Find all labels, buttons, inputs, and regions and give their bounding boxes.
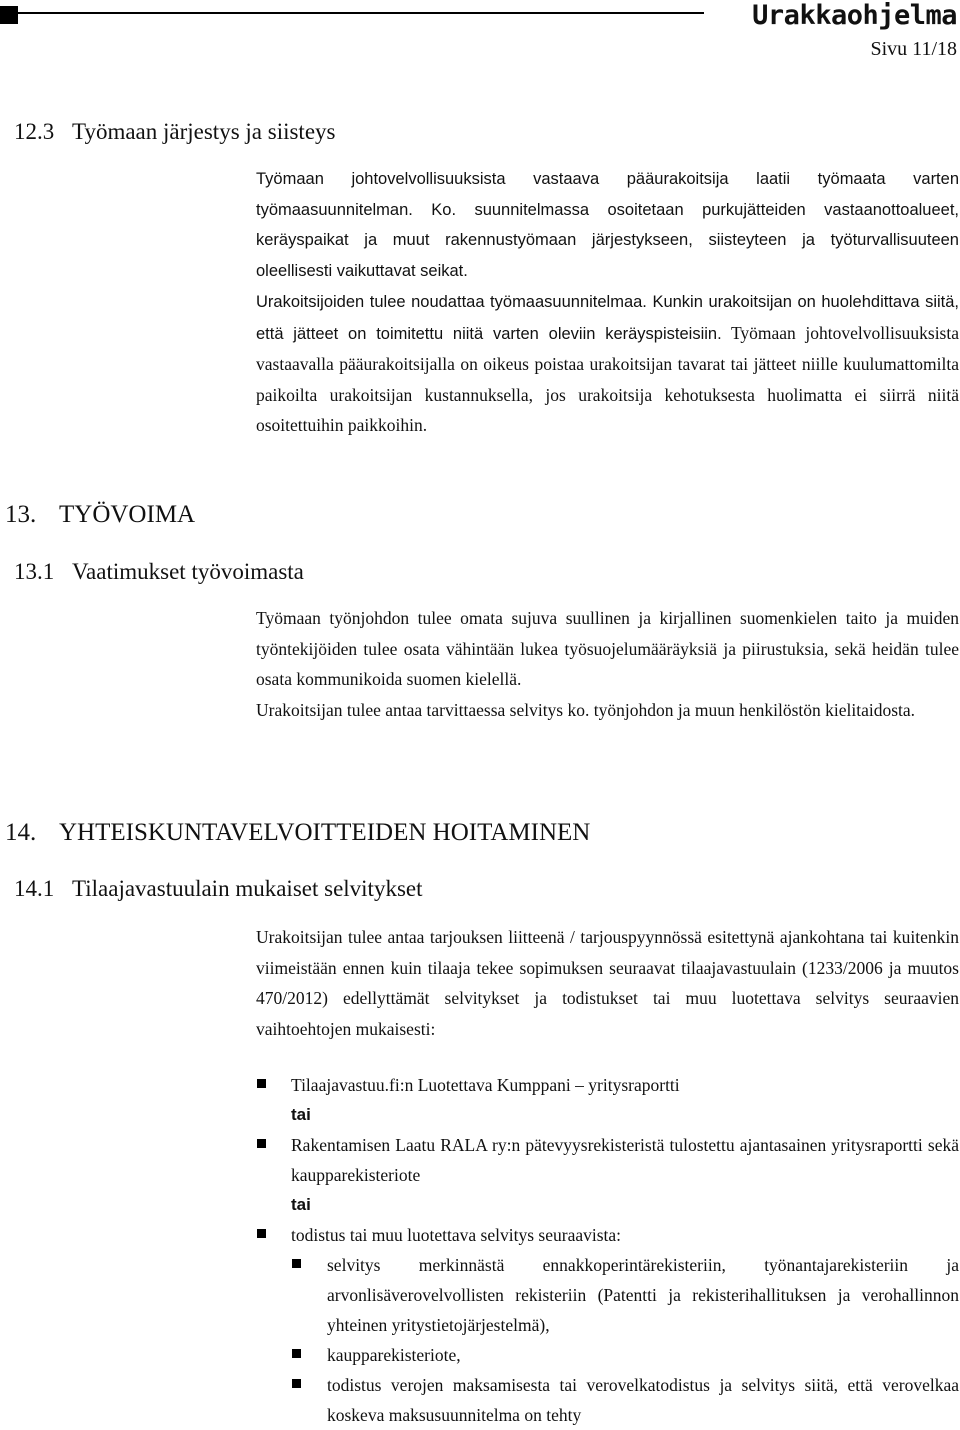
- section-number: 13.1: [14, 559, 55, 584]
- or-separator: tai: [291, 1195, 311, 1214]
- section-14-1-body: [256, 922, 959, 1044]
- section-number: 14.1: [14, 876, 55, 901]
- or-separator: tai: [291, 1105, 311, 1124]
- section-14-1-heading: [14, 876, 423, 902]
- sub-list-item: kaupparekisteriote,: [291, 1340, 959, 1370]
- section-title: Vaatimukset työvoimasta: [72, 559, 304, 584]
- paragraph-serif-part: Työmaan johtovelvollisuuksista vastaavalla pääurakoitsijalla on oikeus poistaa urakoitsijan tavarat tai jätteet niille kuulumattomilta paikoilta urakoitsijan kustannuksella, jos urakoitsija kehotuksesta huolimatta ei siirrä niitä osoitettuihin paikkoihin.: [256, 322, 959, 435]
- section-13-1-body: [256, 603, 959, 725]
- paragraph-sans-part: Urakoitsijoiden tulee noudattaa työmaasuunnitelmaa. Kunkin urakoitsijan on huolehdittava siitä, että jätteet on toimitettu niitä varten oleviin keräyspisteisiin.: [256, 293, 959, 343]
- requirements-list: [256, 1070, 959, 1430]
- paragraph: Työmaan johtovelvollisuuksista vastaava pääurakoitsija laatii työmaata varten työmaasuunnitelman. Ko. suunnitelmassa osoitetaan purkujätteiden vastaanottoalueet, keräyspaikat ja muut rakennustyömaan järjestykseen, siisteyteen ja työturvallisuuteen oleellisesti vaikuttavat seikat.: [256, 170, 959, 280]
- sub-list: [291, 1250, 959, 1430]
- section-12-3-heading: [14, 119, 335, 145]
- paragraph: Työmaan työnjohdon tulee omata sujuva suullinen ja kirjallinen suomenkielen taito ja muiden työntekijöiden tulee osata vähintään lukea työsuojelumääräyksiä ja piirustuksia, sekä heidän tulee osata kommunikoida suomen kielellä.: [256, 608, 959, 689]
- section-12-3-body: [256, 164, 959, 441]
- sub-list-item: todistus verojen maksamisesta tai verovelkatodistus ja selvitys siitä, että verovelkaa koskeva maksusuunnitelma on tehty: [291, 1370, 959, 1430]
- list-item: Rakentamisen Laatu RALA ry:n pätevyysrekisteristä tulostettu ajantasainen yritysraportti sekä kaupparekisteriote: [256, 1130, 959, 1190]
- paragraph: Urakoitsijan tulee antaa tarjouksen liitteenä / tarjouspyynnössä esitettynä ajankohtana tai kuitenkin viimeistään ennen kuin tilaaja tekee sopimuksen seuraavat tilaajavastuulain (1233/2006 ja muutos 470/2012) edellyttämät selvitykset ja todistukset tai muu luotettava selvitys seuraavien vaihtoehtojen mukaisesti:: [256, 927, 959, 1039]
- section-title: Työmaan järjestys ja siisteys: [72, 119, 336, 144]
- sub-list-item: selvitys merkinnästä ennakkoperintärekisteriin, työnantajarekisteriin ja arvonlisäverovelvollisten rekisteriin (Patentti ja rekisterihallituksen ja verohallinnon yhteinen yritystietojärjestelmä),: [291, 1250, 959, 1340]
- paragraph: Urakoitsijan tulee antaa tarvittaessa selvitys ko. työnjohdon ja muun henkilöstön kielitaidosta.: [256, 699, 916, 720]
- section-13-1-heading: [14, 559, 304, 585]
- header-rule: [18, 12, 704, 14]
- list-item: Tilaajavastuu.fi:n Luotettava Kumppani – yritysraportti: [256, 1070, 959, 1100]
- section-title: TYÖVOIMA: [59, 501, 196, 528]
- paragraph: [256, 286, 959, 441]
- header-marker: [0, 6, 18, 24]
- section-title: Tilaajavastuulain mukaiset selvitykset: [72, 876, 423, 901]
- list-item: todistus tai muu luotettava selvitys seuraavista:: [256, 1220, 959, 1250]
- section-title: YHTEISKUNTAVELVOITTEIDEN HOITAMINEN: [59, 819, 591, 846]
- document-title: Urakkaohjelma: [752, 0, 957, 31]
- section-14-heading: [5, 819, 590, 847]
- section-number: 14.: [5, 819, 37, 846]
- section-number: 12.3: [14, 119, 55, 144]
- section-13-heading: [5, 501, 195, 529]
- section-number: 13.: [5, 501, 37, 528]
- page-number: Sivu 11/18: [870, 38, 957, 60]
